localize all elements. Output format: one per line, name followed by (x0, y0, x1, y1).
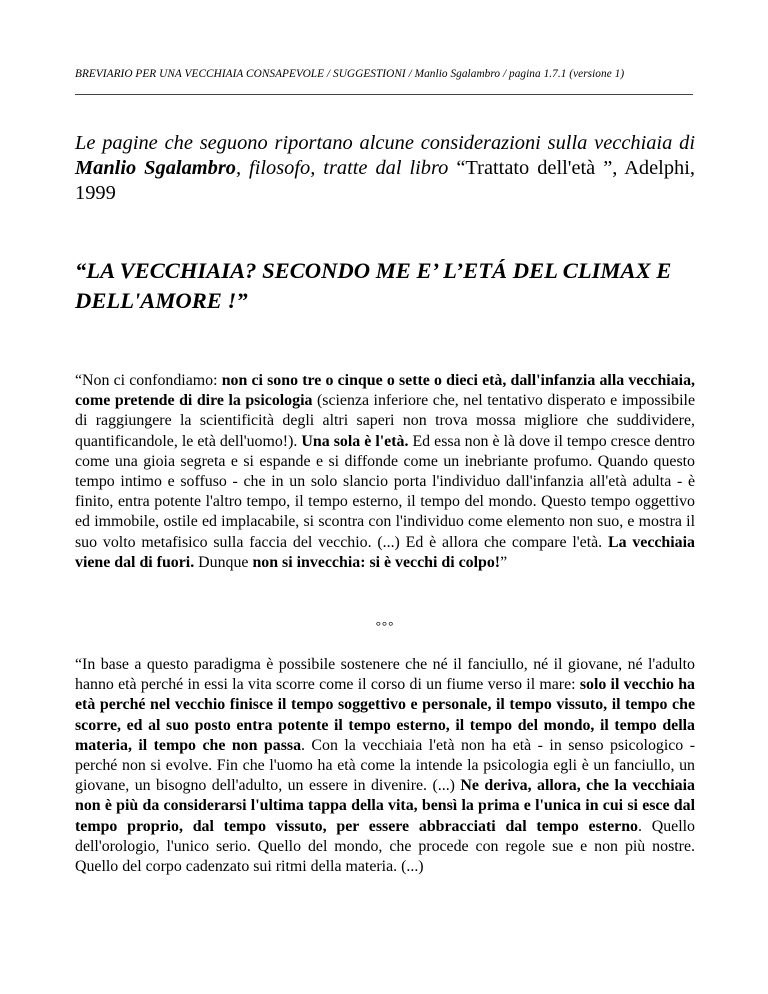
intro-paragraph (75, 131, 695, 206)
quote1-text-1: “Non ci confondiamo: (75, 372, 222, 389)
quote1-bold-1: non ci sono tre o cinque o sette o dieci età, dall'infanzia alla vecchiaia, come pretende di dire la psicologia (75, 372, 695, 410)
quote2-bold-1: solo il vecchio ha età perché nel vecchio finisce il tempo soggettivo e personale, il tempo vissuto, il tempo che scorre, ed al suo posto entra potente il tempo esterno, il tempo del mondo, il tempo della materia, il tempo che non passa (75, 676, 695, 754)
quote1-text-3: Ed essa non è là dove il tempo cresce dentro come una gioia segreta e si espande e si diffonde come un inebriante profumo. Quando questo tempo intimo e soffuso - che in un solo slancio porta l'individuo dall'infanzia all'età adulta - è finito, entra potente l'altro tempo, il tempo esterno, il tempo del mondo. Questo tempo oggettivo ed immobile, ostile ed implacabile, si scontra con l'individuo come elemento non suo, e mostra il suo volto metafisico sulla faccia del vecchio. (...) Ed è allora che compare l'età. (75, 432, 696, 551)
intro-text-1: Le pagine che seguono riportano alcune considerazioni sulla vecchiaia di (75, 132, 695, 154)
header-divider (75, 94, 693, 95)
quote1-bold-4: non si invecchia: si è vecchi di colpo! (252, 553, 501, 571)
quote1-text-5: ” (500, 553, 508, 571)
author-name: Manlio Sgalambro (75, 157, 236, 179)
quote2-text-1: “In base a questo paradigma è possibile sostenere che né il fanciullo, né il giovane, né l'adulto hanno età perché in essi la vita scorre come il corso di un fiume verso il mare: (75, 656, 695, 694)
quote2-text-2: . Con la vecchiaia l'età non ha età - in senso psicologico - perché non si evolve. Fin che l'uomo ha età come la intende la psicologia egli è un fanciullo, un giovane, un bisogno dell'adulto, un essere in divenire. (...) (75, 736, 695, 795)
quote1-bold-3: La vecchiaia viene dal di fuori. (75, 533, 695, 571)
quote1-text-2: (scienza inferiore che, nel tentativo disperato e impossibile di raggiungere la scientificità degli altri saperi non trova mossa migliore che suddividere, quantificandole, le età dell'uomo!). (75, 392, 695, 450)
quote2-bold-2: Ne deriva, allora, che la vecchiaia non è più da considerarsi l'ultima tappa della vita, bensì la prima e l'unica in cui si esce dal tempo proprio, dal tempo vissuto, per essere abbracciati dal tempo esterno (75, 777, 695, 835)
quote-paragraph-1 (75, 371, 695, 573)
quote1-bold-2: Una sola è l'età. (301, 432, 409, 450)
quote-paragraph-2 (75, 655, 695, 877)
intro-text-2: , filosofo, tratte dal libro (235, 157, 457, 179)
book-reference: “Trattato dell'età ”, Adelphi, 1999 (75, 157, 695, 204)
quote1-text-4: Dunque (194, 553, 253, 571)
headline: “LA VECCHIAIA? SECONDO ME E’ L’ETÁ DEL CLIMAX E DELL'AMORE !” (75, 258, 672, 313)
running-header: BREVIARIO PER UNA VECCHIAIA CONSAPEVOLE / SUGGESTIONI / Manlio Sgalambro / pagina 1.7.1 (versione 1) (75, 68, 625, 80)
section-separator: °°° (375, 618, 395, 633)
quote2-text-3: . Quello dell'orologio, l'unico serio. Quello del mondo, che procede con regole sue e non più nostre. Quello del corpo cadenzato sui ritmi della materia. (...) (75, 817, 695, 876)
